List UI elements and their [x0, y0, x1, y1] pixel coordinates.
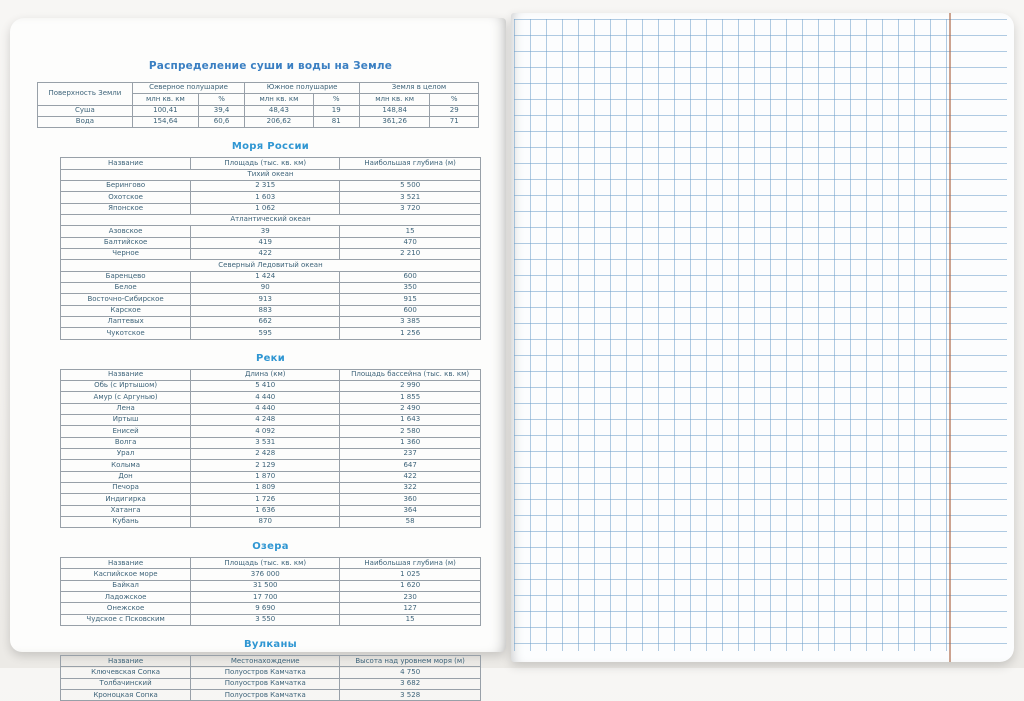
column-header: Площадь (тыс. кв. км) — [191, 558, 340, 569]
cell: Индигирка — [61, 494, 191, 505]
cell: Азовское — [61, 226, 191, 237]
cell: 1 870 — [191, 471, 340, 482]
cell: 3 385 — [340, 316, 481, 327]
cell: Японское — [61, 203, 191, 214]
grid-vertical-lines — [514, 19, 950, 651]
cell: 1 855 — [340, 392, 481, 403]
cell: 364 — [340, 505, 481, 516]
table-row — [61, 656, 481, 667]
cell: 360 — [340, 494, 481, 505]
cell: Каспийское море — [61, 569, 191, 580]
cell: 5 500 — [340, 180, 481, 191]
cell: 4 092 — [191, 426, 340, 437]
cell: 15 — [340, 614, 481, 625]
table-row — [61, 678, 481, 689]
cell: Амур (с Аргунью) — [61, 392, 191, 403]
table-row — [61, 294, 481, 305]
cell: 2 580 — [340, 426, 481, 437]
cell: Охотское — [61, 192, 191, 203]
sub-column-header: млн кв. км — [359, 94, 430, 105]
cell: 9 690 — [191, 603, 340, 614]
section-title-lakes: Озера — [252, 541, 289, 553]
cell: 1 603 — [191, 192, 340, 203]
cell: 4 750 — [340, 667, 481, 678]
section-title-seas: Моря России — [231, 141, 310, 153]
data-table — [37, 82, 479, 128]
cell: Урал — [61, 448, 191, 459]
table-row — [38, 116, 479, 127]
column-header: Площадь бассейна (тыс. кв. км) — [340, 369, 481, 380]
table-row — [61, 603, 481, 614]
table-row — [61, 282, 481, 293]
cell: 39,4 — [198, 105, 244, 116]
left-page-content — [48, 38, 481, 701]
cell: Кубань — [61, 516, 191, 527]
cell: 913 — [191, 294, 340, 305]
cell: 361,26 — [359, 116, 430, 127]
cell: Кроноцкая Сопка — [61, 690, 191, 701]
cell: 1 360 — [340, 437, 481, 448]
cell: 81 — [313, 116, 359, 127]
table-row — [61, 667, 481, 678]
table-row — [61, 558, 481, 569]
table-row — [61, 482, 481, 493]
cell: 422 — [340, 471, 481, 482]
table-row — [61, 203, 481, 214]
cell: 15 — [340, 226, 481, 237]
data-table — [60, 655, 481, 701]
data-table — [60, 369, 481, 529]
volcanoes-table — [60, 655, 481, 701]
cell: Берингово — [61, 180, 191, 191]
cell: Онежское — [61, 603, 191, 614]
cell: 2 428 — [191, 448, 340, 459]
cell: 60,6 — [198, 116, 244, 127]
cell: 915 — [340, 294, 481, 305]
column-header: Наибольшая глубина (м) — [340, 158, 481, 169]
cell: 127 — [340, 603, 481, 614]
cell: 148,84 — [359, 105, 430, 116]
cell: Черное — [61, 248, 191, 259]
cell: Баренцево — [61, 271, 191, 282]
table-row — [61, 426, 481, 437]
cell: 3 521 — [340, 192, 481, 203]
cell: 230 — [340, 592, 481, 603]
cell: Белое — [61, 282, 191, 293]
cell: 1 643 — [340, 414, 481, 425]
cell: Хатанга — [61, 505, 191, 516]
cell: 58 — [340, 516, 481, 527]
cell: Балтийское — [61, 237, 191, 248]
cell: Вода — [38, 116, 133, 127]
cell: Лаптевых — [61, 316, 191, 327]
cell: Ключевская Сопка — [61, 667, 191, 678]
section-title-volcanoes: Вулканы — [243, 639, 298, 651]
table-row — [61, 237, 481, 248]
group-column-header: Южное полушарие — [245, 83, 360, 94]
cell: 883 — [191, 305, 340, 316]
cell: Печора — [61, 482, 191, 493]
cell: Дон — [61, 471, 191, 482]
cell: 1 256 — [340, 328, 481, 339]
land-water-distribution-table — [37, 82, 479, 128]
cell: 470 — [340, 237, 481, 248]
cell: Волга — [61, 437, 191, 448]
cell: 2 129 — [191, 460, 340, 471]
table-row — [61, 248, 481, 259]
table-row — [61, 690, 481, 701]
table-row — [61, 169, 481, 180]
cell: 2 315 — [191, 180, 340, 191]
table-row — [61, 471, 481, 482]
group-header-row: Северный Ледовитый океан — [61, 260, 481, 271]
seas-table — [60, 157, 481, 339]
cell: 1 809 — [191, 482, 340, 493]
sub-column-header: % — [430, 94, 479, 105]
table-row — [61, 328, 481, 339]
cell: 71 — [430, 116, 479, 127]
column-header: Название — [61, 656, 191, 667]
cell: 31 500 — [191, 580, 340, 591]
table-row — [61, 192, 481, 203]
cell: Карское — [61, 305, 191, 316]
cell: 1 424 — [191, 271, 340, 282]
cell: Полуостров Камчатка — [191, 678, 340, 689]
sub-column-header: % — [313, 94, 359, 105]
cell: Полуостров Камчатка — [191, 667, 340, 678]
cell: 19 — [313, 105, 359, 116]
cell: Обь (с Иртышом) — [61, 380, 191, 391]
column-header: Длина (км) — [191, 369, 340, 380]
cell: 48,43 — [245, 105, 313, 116]
cell: 600 — [340, 271, 481, 282]
table-row — [61, 260, 481, 271]
column-header: Наибольшая глубина (м) — [340, 558, 481, 569]
column-header: Местонахождение — [191, 656, 340, 667]
cell: 1 726 — [191, 494, 340, 505]
section-title-rivers: Реки — [255, 352, 286, 364]
table-row — [61, 614, 481, 625]
cell: 600 — [340, 305, 481, 316]
cell: 100,41 — [132, 105, 198, 116]
cell: Полуостров Камчатка — [191, 690, 340, 701]
cell: 2 490 — [340, 403, 481, 414]
table-row — [61, 414, 481, 425]
column-header: Площадь (тыс. кв. км) — [191, 158, 340, 169]
table-row — [61, 437, 481, 448]
table-row — [61, 392, 481, 403]
cell: 5 410 — [191, 380, 340, 391]
cell: 1 062 — [191, 203, 340, 214]
cell: 1 620 — [340, 580, 481, 591]
cell: Восточно-Сибирское — [61, 294, 191, 305]
table-row — [61, 214, 481, 225]
cell: 154,64 — [132, 116, 198, 127]
cell: 419 — [191, 237, 340, 248]
cell: 647 — [340, 460, 481, 471]
cell: Ладожское — [61, 592, 191, 603]
table-row — [61, 569, 481, 580]
table-row — [61, 403, 481, 414]
cell: Лена — [61, 403, 191, 414]
group-header-row: Атлантический океан — [61, 214, 481, 225]
table-row — [61, 180, 481, 191]
cell: 4 440 — [191, 392, 340, 403]
cell: 3 550 — [191, 614, 340, 625]
data-table — [60, 157, 481, 339]
cell: Чукотское — [61, 328, 191, 339]
column-header: Название — [61, 369, 191, 380]
cell: Енисей — [61, 426, 191, 437]
margin-line — [949, 13, 951, 662]
table-row — [38, 83, 479, 94]
cell: 3 531 — [191, 437, 340, 448]
data-table — [60, 557, 481, 626]
table-row — [61, 369, 481, 380]
cell: 1 636 — [191, 505, 340, 516]
table-row — [61, 158, 481, 169]
table-row — [61, 592, 481, 603]
cell: 4 440 — [191, 403, 340, 414]
table-row — [61, 460, 481, 471]
cell: Чудское с Псковским — [61, 614, 191, 625]
cell: 350 — [340, 282, 481, 293]
cell: 39 — [191, 226, 340, 237]
column-header: Высота над уровнем моря (м) — [340, 656, 481, 667]
cell: 29 — [430, 105, 479, 116]
table-row — [61, 271, 481, 282]
table-row — [61, 516, 481, 527]
table-row — [61, 316, 481, 327]
cell: 595 — [191, 328, 340, 339]
table-row — [61, 448, 481, 459]
table-row — [61, 305, 481, 316]
table-row — [61, 580, 481, 591]
cell: 237 — [340, 448, 481, 459]
cell: 2 990 — [340, 380, 481, 391]
cell: Суша — [38, 105, 133, 116]
table-row — [61, 494, 481, 505]
sub-column-header: млн кв. км — [132, 94, 198, 105]
cell: 90 — [191, 282, 340, 293]
cell: 662 — [191, 316, 340, 327]
notebook-right-page — [511, 13, 1014, 662]
cell: 376 000 — [191, 569, 340, 580]
cell: 2 210 — [340, 248, 481, 259]
cell: Колыма — [61, 460, 191, 471]
cell: Толбачинский — [61, 678, 191, 689]
group-column-header: Северное полушарие — [132, 83, 244, 94]
cell: 322 — [340, 482, 481, 493]
page-title: Распределение суши и воды на Земле — [148, 60, 393, 72]
cell: 1 025 — [340, 569, 481, 580]
cell: 4 248 — [191, 414, 340, 425]
cell: 422 — [191, 248, 340, 259]
cell: 870 — [191, 516, 340, 527]
notebook-left-page — [10, 18, 506, 699]
table-row — [61, 505, 481, 516]
cell: 206,62 — [245, 116, 313, 127]
column-header: Название — [61, 558, 191, 569]
cell: Байкал — [61, 580, 191, 591]
corner-header: Поверхность Земли — [38, 83, 133, 106]
cell: 3 682 — [340, 678, 481, 689]
cell: 3 528 — [340, 690, 481, 701]
column-header: Название — [61, 158, 191, 169]
group-column-header: Земля в целом — [359, 83, 478, 94]
cell: 17 700 — [191, 592, 340, 603]
cell: 3 720 — [340, 203, 481, 214]
table-row — [61, 226, 481, 237]
rivers-table — [60, 369, 481, 529]
group-header-row: Тихий океан — [61, 169, 481, 180]
table-row — [61, 380, 481, 391]
sub-column-header: млн кв. км — [245, 94, 313, 105]
table-row — [38, 105, 479, 116]
cell: Иртыш — [61, 414, 191, 425]
sub-column-header: % — [198, 94, 244, 105]
lakes-table — [60, 557, 481, 626]
